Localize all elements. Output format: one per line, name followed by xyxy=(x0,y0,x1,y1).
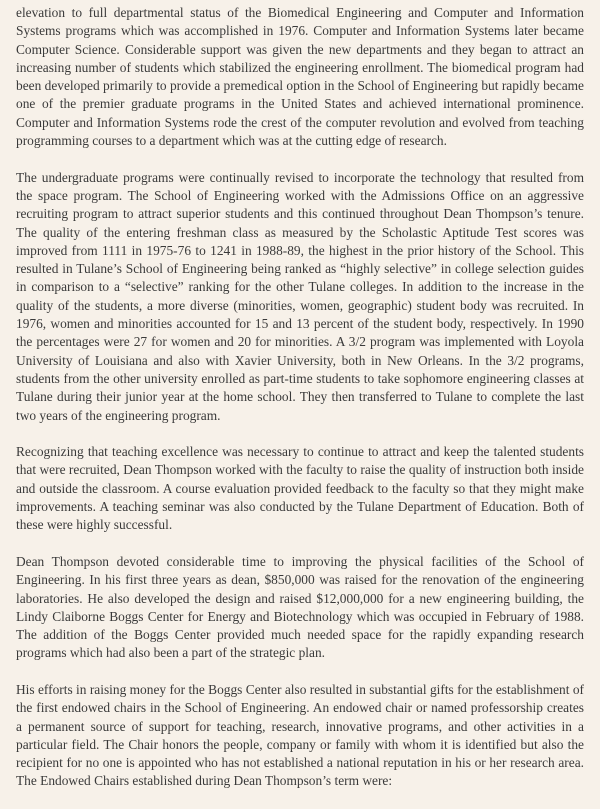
paragraph-endowed-chairs: His efforts in raising money for the Boggs Center also resulted in substantial gifts for the establishment of the first endowed chairs in the School of Engineering. An endowed chair or named professorship creates a permanent source of support for teaching, research, innovative programs, and other activities in a particular field. The Chair honors the people, company or family with whom it is identified but also the recipient for no one is appointed who has not established a national reputation in his or her research area. The Endowed Chairs established during Dean Thompson’s term were: xyxy=(16,681,584,789)
paragraph-departments: elevation to full departmental status of the Biomedical Engineering and Computer and Information Systems programs which was accomplished in 1976. Computer and Information Systems later became Computer Science. Considerable support was given the new departments and they began to attract an increasing number of students which stabilized the engineering enrollment. The biomedical program had been developed primarily to provide a premedical option in the School of Engineering but rapidly became one of the premier graduate programs in the United States and achieved international prominence. Computer and Information Systems rode the crest of the computer revolution and evolved from teaching programming courses to a department which was at the cutting edge of research. xyxy=(16,5,584,149)
paragraph-undergraduate-programs: The undergraduate programs were continually revised to incorporate the technology that resulted from the space program. The School of Engineering worked with the Admissions Office on an aggressive recruiting program to attract superior students and this continued throughout Dean Thompson’s tenure. The quality of the entering freshman class as measured by the Scholastic Aptitude Test scores was improved from 1111 in 1975-76 to 1241 in 1988-89, the highest in the prior history of the School. This resulted in Tulane’s School of Engineering being ranked as “highly selective” in college selection guides in comparison to a “selective” ranking for the other Tulane colleges. In addition to the increase in the quality of the students, a more diverse (minorities, women, geographic) student body was recruited. In 1976, women and minorities accounted for 15 and 13 percent of the student body, respectively. In 1990 the percentages were 27 for women and 20 for minorities. A 3/2 program was implemented with Loyola University of Louisiana and also with Xavier University, both in New Orleans. In the 3/2 programs, students from the other university enrolled as part-time students to take sophomore engineering classes at Tulane during their junior year at the home school. They then transferred to Tulane to complete the last two years of the engineering program. xyxy=(16,169,584,423)
paragraph-physical-facilities: Dean Thompson devoted considerable time to improving the physical facilities of the School of Engineering. In his first three years as dean, $850,000 was raised for the renovation of the engineering laboratories. He also developed the design and raised $12,000,000 for a new engineering building, the Lindy Claiborne Boggs Center for Energy and Biotechnology which was occupied in February of 1988. The addition of the Boggs Center provided much needed space for the rapidly expanding research programs which had also been a part of the strategic plan. xyxy=(16,553,584,661)
document-page xyxy=(16,4,584,809)
paragraph-teaching-excellence: Recognizing that teaching excellence was necessary to continue to attract and keep the talented students that were recruited, Dean Thompson worked with the faculty to raise the quality of instruction both inside and outside the classroom. A course evaluation provided feedback to the faculty so that they might make improvements. A teaching seminar was also conducted by the Tulane Department of Education. Both of these were highly successful. xyxy=(16,444,584,533)
